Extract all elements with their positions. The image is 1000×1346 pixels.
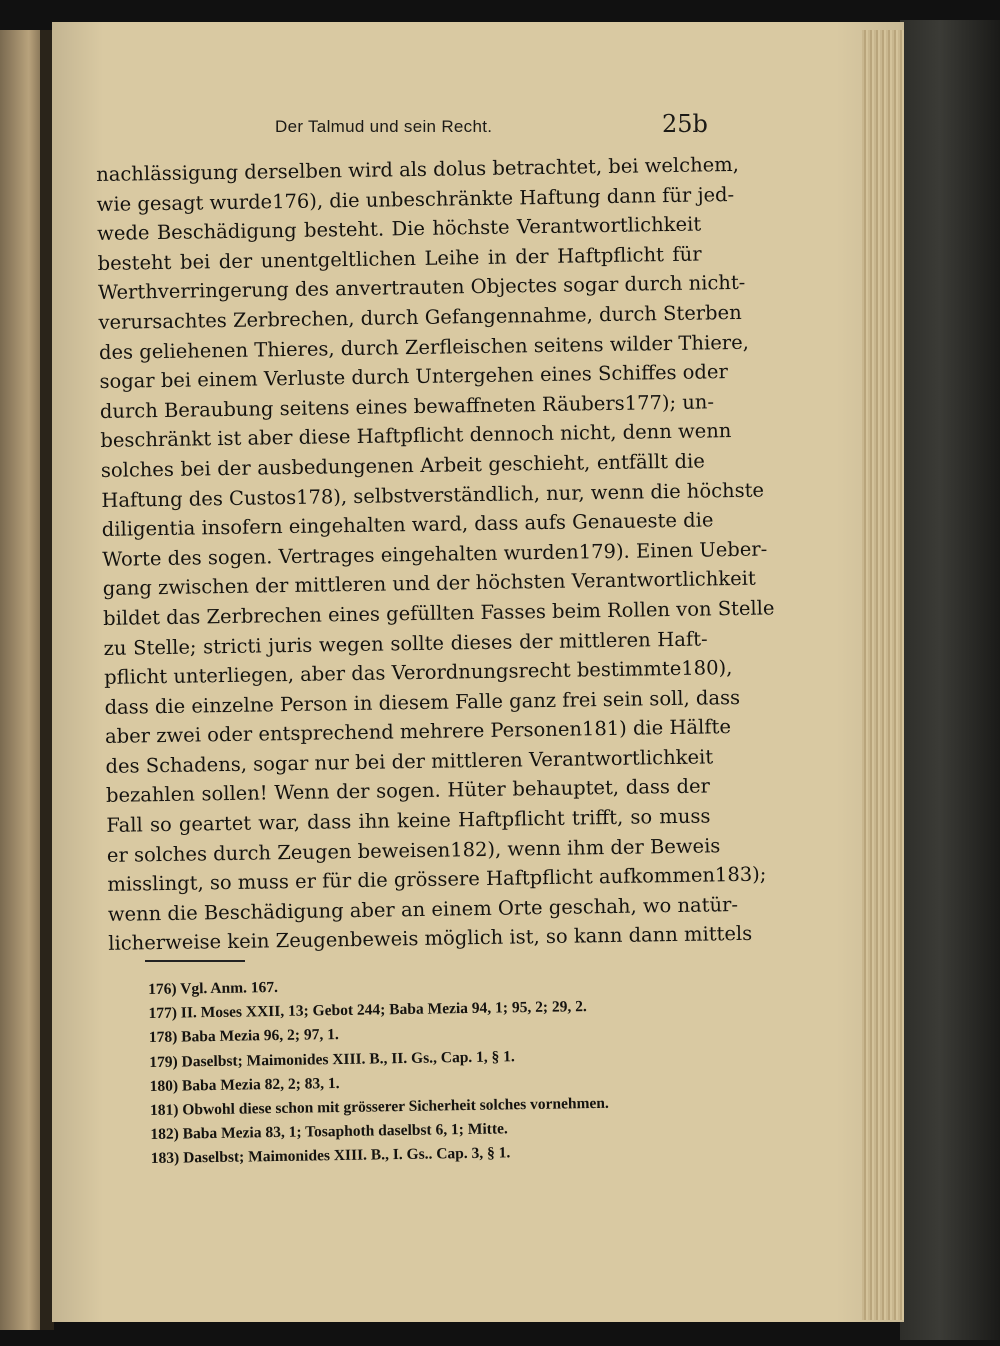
text-line: pflicht unterliegen, aber das Verordnungsrecht bestimmte180), bbox=[103, 656, 733, 690]
text-line: Worte des sogen. Vertrages eingehalten wurden179). Einen Ueber- bbox=[102, 537, 768, 571]
text-line: aber zwei oder entsprechend mehrere Personen181) die Hälfte bbox=[104, 715, 732, 749]
footnote-rule bbox=[145, 960, 245, 962]
text-line: solches bei der ausbedungenen Arbeit geschieht, entfällt die bbox=[100, 449, 705, 482]
text-line: wede Beschädigung besteht. Die höchste Verantwortlichkeit bbox=[96, 212, 702, 246]
text-line: besteht bei der unentgeltlichen Leihe in der Haftpflicht für bbox=[97, 242, 702, 275]
text-line: bildet das Zerbrechen eines gefüllten Fasses beim Rollen von Stelle bbox=[103, 596, 775, 630]
text-line: beschränkt ist aber diese Haftpflicht dennoch nicht, denn wenn bbox=[100, 419, 732, 453]
text-line: des geliehenen Thieres, durch Zerfleischen seitens wilder Thiere, bbox=[98, 330, 750, 364]
footnote: 180) Baba Mezia 82, 2; 83, 1. bbox=[149, 1074, 340, 1095]
text-line: verursachtes Zerbrechen, durch Gefangennahme, durch Sterben bbox=[98, 300, 742, 334]
footnote: 181) Obwohl diese schon mit grösserer Sicherheit solches vornehmen. bbox=[149, 1094, 609, 1119]
text-line: des Schadens, sogar nur bei der mittleren Verantwortlichkeit bbox=[105, 745, 714, 778]
text-line: dass die einzelne Person in diesem Falle ganz frei sein soll, dass bbox=[104, 685, 741, 719]
body-text bbox=[96, 151, 775, 959]
text-line: sogar bei einem Verluste durch Untergehen eines Schiffes oder bbox=[99, 360, 728, 394]
text-line: er solches durch Zeugen beweisen182), wenn ihm der Beweis bbox=[106, 833, 721, 867]
text-line: durch Beraubung seitens eines bewaffneten Räubers177); un- bbox=[99, 390, 715, 423]
footnote: 176) Vgl. Anm. 167. bbox=[148, 978, 279, 998]
text-line: Fall so geartet war, dass ihn keine Haftpflicht trifft, so muss bbox=[106, 804, 711, 837]
page-stack-edge bbox=[862, 30, 904, 1320]
text-line: bezahlen sollen! Wenn der sogen. Hüter behauptet, dass der bbox=[105, 774, 711, 808]
footnote: 178) Baba Mezia 96, 2; 97, 1. bbox=[148, 1026, 339, 1047]
running-header: Der Talmud und sein Recht. bbox=[275, 117, 493, 136]
text-line: nachlässigung derselben wird als dolus betrachtet, bei welchem, bbox=[96, 152, 740, 186]
text-line: diligentia insofern eingehalten ward, dass aufs Genaueste die bbox=[101, 508, 714, 542]
page-number: 25b bbox=[662, 110, 708, 138]
footnote: 179) Daselbst; Maimonides XIII. B., II. Gs., Cap. 1, § 1. bbox=[149, 1047, 515, 1071]
text-line: zu Stelle; stricti juris wegen sollte dieses der mittleren Haft- bbox=[103, 626, 708, 660]
footnotes bbox=[148, 969, 711, 1171]
footnote: 182) Baba Mezia 83, 1; Tosaphoth daselbst 6, 1; Mitte. bbox=[150, 1120, 508, 1144]
text-line: wie gesagt wurde176), die unbeschränkte Haftung dann für jed- bbox=[96, 182, 735, 216]
text-line: licherweise kein Zeugenbeweis möglich ist, so kann dann mittels bbox=[108, 922, 753, 956]
footnote: 177) II. Moses XXII, 13; Gebot 244; Baba Mezia 94, 1; 95, 2; 29, 2. bbox=[148, 998, 587, 1023]
text-line: Haftung des Custos178), selbstverständlich, nur, wenn die höchste bbox=[101, 478, 765, 512]
text-line: misslingt, so muss er für die grössere Haftpflicht aufkommen183); bbox=[107, 862, 767, 897]
text-line: Werthverringerung des anvertrauten Objectes sogar durch nicht- bbox=[97, 271, 746, 305]
text-line: gang zwischen der mittleren und der höchsten Verantwortlichkeit bbox=[102, 567, 756, 601]
book-cover-edge bbox=[900, 20, 1000, 1340]
footnote: 183) Daselbst; Maimonides XIII. B., I. Gs.. Cap. 3, § 1. bbox=[150, 1144, 511, 1168]
text-line: wenn die Beschädigung aber an einem Orte geschah, wo natür- bbox=[107, 892, 739, 926]
